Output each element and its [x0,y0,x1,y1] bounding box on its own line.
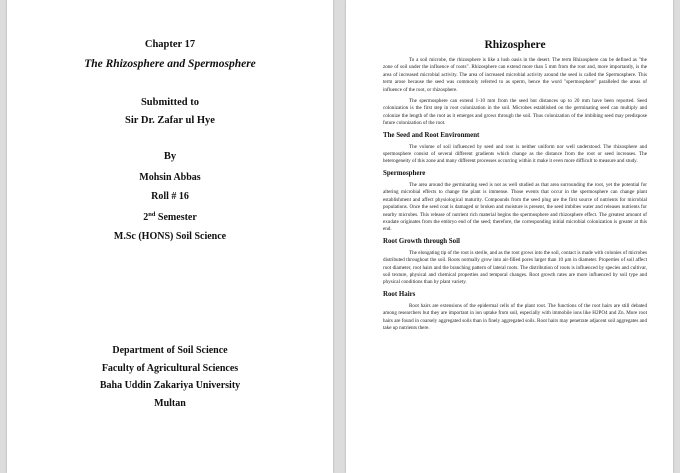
by-label: By [163,151,177,162]
right-page [346,0,673,473]
section-heading: Root Hairs [383,290,416,298]
section-heading: Root Growth through Soil [383,237,460,245]
page-content [383,39,647,336]
section-text: Root hairs are extensions of the epidermal cells of the plant root. The functions of the root hairs are still debated among researchers but they are important in ion uptake from soil, especially with immobile ions like H2PO4 and Zn. More root hairs are found in coarsely aggregated soils than in finely aggregated soils. Root hairs may penetrate adjacent soil aggregates and take up nutrients there. [383,302,647,331]
faculty: Faculty of Agricultural Sciences [101,362,239,374]
section-text: The elongating tip of the root is sterile, and as the root grows into the soil, contact is made with colonies of microbes distributed throughout the soil. Roots normally grow into air-filled pores larger than 10 µm in diameter. Properties of soil affect root diameter, root hairs and the branching pattern of lateral roots. The distribution of roots is influenced by species and cultivar, soil texture, physical and chemical properties and temporal changes. Root growth rates are more influenced by soil type and physical conditions than by plant variety. [383,249,647,286]
roll-number: Roll # 16 [151,190,189,202]
chapter-number: Chapter 17 [144,39,196,50]
chapter-title: The Rhizosphere and Spermosphere [84,58,256,70]
university: Baha Uddin Zakariya University [99,380,241,392]
semester-number: 2 [143,212,149,223]
semester-suffix: nd [148,211,156,218]
section-text: The volume of soil influenced by seed and root is neither uniform nor well understood. The rhizosphere and spermosphere consist of several different gradients which change as the distance from the root or seed increases. The heterogeneity of this zone and many different processes occurring within it make it even more difficult to measure and study. [383,143,647,165]
semester [7,206,333,228]
section-text: The area around the germinating seed is not as well studied as that area surrounding the root, yet the potential for altering microbial effects to change the plant is immense. Those events that occur in the spermosphere can change plant establishment and affect physiological maturity. Compounds from the seed plug are the first source of nutrients for microbial populations. Once the seed coat is damaged or broken and moisture is present, the seed imbibes water and releases nutrients for nearby microbes. This release of nutrient rich material begins the spermosphere and rhizosphere effect. The greatest amount of exudate originates from the embryo end of the seed; therefore, the corresponding initial microbial colonization is greater at this end. [383,181,647,233]
student-info [7,169,333,246]
affiliation [7,342,333,412]
intro-paragraph-2: The spermosphere can extend 1-10 mm from the seed but distances up to 20 mm have been reported. Seed colonization is the first step in root colonization in the soil. Microbes established on the germinating seed can multiply and colonize the length of the root as it emerges and grows through the soil. Thus colonization of the imbibing seed may predispose future colonization of the root. [383,98,647,127]
degree: M.Sc (HONS) Soil Science [113,230,227,242]
section-heading: The Seed and Root Environment [383,131,480,139]
intro-paragraph-1: To a soil microbe, the rhizosphere is like a lush oasis in the desert. The term Rhizosphere can be defined as "the zone of soil under the influence of roots". Rhizosphere can extend more than 5 mm from the root and, more importantly, is the area of increased microbial activity. The area of increased microbial activity around the seed is called the Spermosphere. This term arose because the seed was commonly referred to as sperm, hence the word "spermosphere" paralleled the areas of influence of the root, or rhizosphere. [383,57,647,93]
advisor-name: Sir Dr. Zafar ul Hye [125,115,215,126]
submitted-to-label: Submitted to [140,97,200,108]
student-name: Mohsin Abbas [139,172,201,183]
city: Multan [154,397,186,409]
left-page [7,0,333,473]
semester-word: Semester [155,212,197,223]
page-title: Rhizosphere [484,39,546,51]
department: Department of Soil Science [112,345,228,356]
section-heading: Spermosphere [383,169,426,177]
